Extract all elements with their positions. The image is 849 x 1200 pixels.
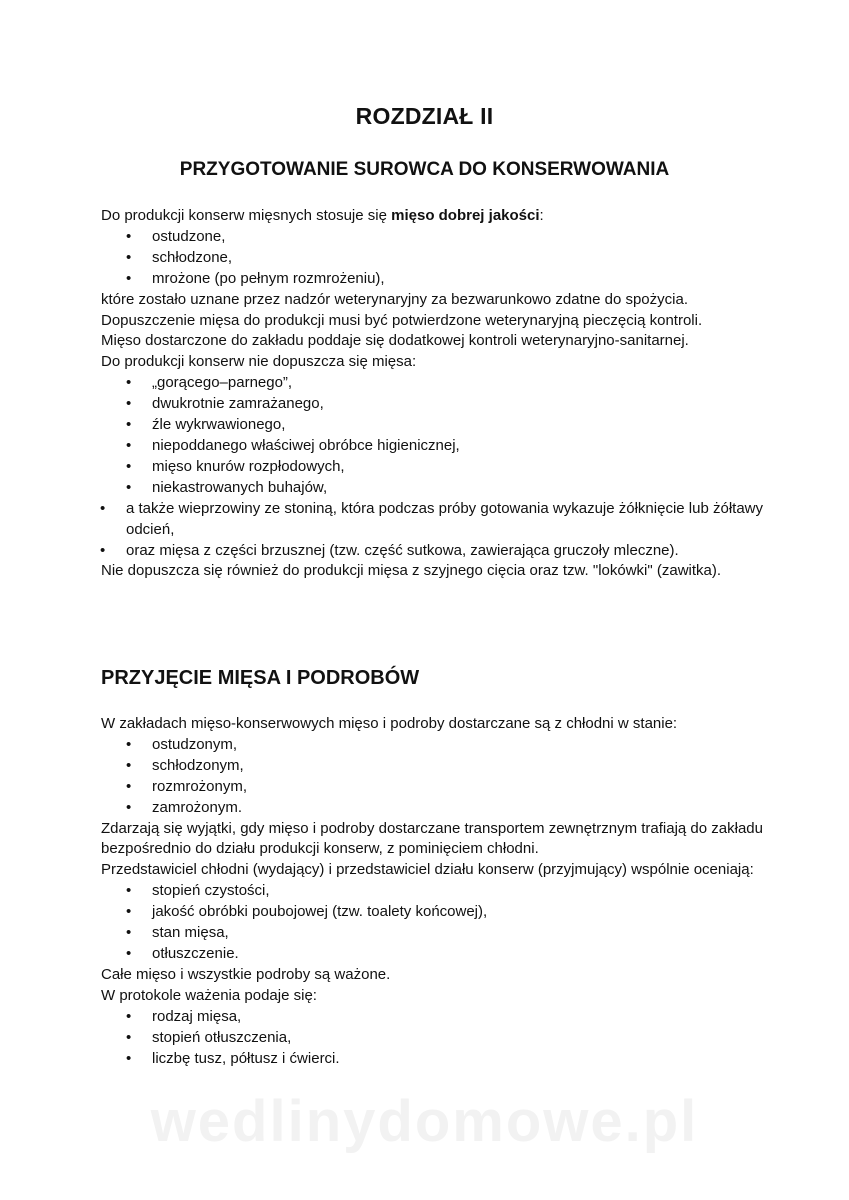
intro-bold-phrase: mięso dobrej jakości <box>391 207 540 224</box>
paragraph: Przedstawiciel chłodni (wydający) i przedstawiciel działu konserw (przyjmujący) wspólnie oceniają: <box>101 861 754 879</box>
list-item: • mięso knurów rozpłodowych, <box>101 457 771 478</box>
list-item: • stan mięsa, <box>101 923 771 944</box>
section-title: PRZYJĘCIE MIĘSA I PODROBÓW <box>101 667 420 689</box>
list-item: • liczbę tusz, półtusz i ćwierci. <box>101 1049 771 1070</box>
list-item: • rozmrożonym, <box>101 777 771 798</box>
chapter-subtitle: PRZYGOTOWANIE SUROWCA DO KONSERWOWANIA <box>179 159 670 180</box>
list-item: • a także wieprzowiny ze stoniną, która podczas próby gotowania wykazuje żółknięcie lub żółtawy odcień, <box>101 499 771 541</box>
paragraph: Dopuszczenie mięsa do produkcji musi być potwierdzone weterynaryjną pieczęcią kontroli. <box>101 311 703 329</box>
delivery-states-list <box>101 735 771 819</box>
list-item: • ostudzone, <box>101 227 771 248</box>
section-raw-material <box>101 206 771 582</box>
list-item: • otłuszczenie. <box>101 944 771 965</box>
list-item: • stopień czystości, <box>101 881 771 902</box>
section-meat-reception <box>101 714 771 1069</box>
paragraph: Całe mięso i wszystkie podroby są ważone. <box>101 965 391 983</box>
paragraph: Zdarzają się wyjątki, gdy mięso i podroby dostarczane transportem zewnętrznym trafiają do zakładu bezpośrednio do działu produkcji konserw, z pominięciem chłodni. <box>101 819 763 858</box>
paragraph: które zostało uznane przez nadzór weterynaryjny za bezwarunkowo zdatne do spożycia. <box>101 290 688 308</box>
paragraph: Mięso dostarczone do zakładu poddaje się dodatkowej kontroli weterynaryjno-sanitarnej. <box>101 332 689 350</box>
list-item: • oraz mięsa z części brzusznej (tzw. część sutkowa, zawierająca gruczoły mleczne). <box>101 541 771 562</box>
list-item: • schłodzonym, <box>101 756 771 777</box>
assessment-list <box>101 881 771 965</box>
list-item: • ostudzonym, <box>101 735 771 756</box>
list-item: • dwukrotnie zamrażanego, <box>101 394 771 415</box>
meat-states-list <box>101 227 771 290</box>
paragraph: W protokole ważenia podaje się: <box>101 986 317 1004</box>
chapter-title: ROZDZIAŁ II <box>355 103 494 129</box>
list-item: • niepoddanego właściwej obróbce higienicznej, <box>101 436 771 457</box>
list-item: • niekastrowanych buhajów, <box>101 478 771 499</box>
watermark: wedlinydomowe.pl <box>150 1089 699 1154</box>
not-allowed-list <box>101 373 771 498</box>
list-item: • stopień otłuszczenia, <box>101 1028 771 1049</box>
paragraph: W zakładach mięso-konserwowych mięso i podroby dostarczane są z chłodni w stanie: <box>101 715 678 732</box>
paragraph: Nie dopuszcza się również do produkcji mięsa z szyjnego cięcia oraz tzw. "lokówki" (zawitka). <box>101 562 722 580</box>
paragraph: Do produkcji konserw nie dopuszcza się mięsa: <box>101 353 417 371</box>
not-allowed-extra-list <box>101 499 771 562</box>
list-item: • mrożone (po pełnym rozmrożeniu), <box>101 269 771 290</box>
list-item: • „gorącego–parnego”, <box>101 373 771 394</box>
list-item: • rodzaj mięsa, <box>101 1007 771 1028</box>
list-item: • źle wykrwawionego, <box>101 415 771 436</box>
list-item: • schłodzone, <box>101 248 771 269</box>
list-item: • jakość obróbki poubojowej (tzw. toalety końcowej), <box>101 902 771 923</box>
protocol-list <box>101 1007 771 1070</box>
list-item: • zamrożonym. <box>101 798 771 819</box>
intro-paragraph: Do produkcji konserw mięsnych stosuje się mięso dobrej jakości: <box>101 207 544 224</box>
